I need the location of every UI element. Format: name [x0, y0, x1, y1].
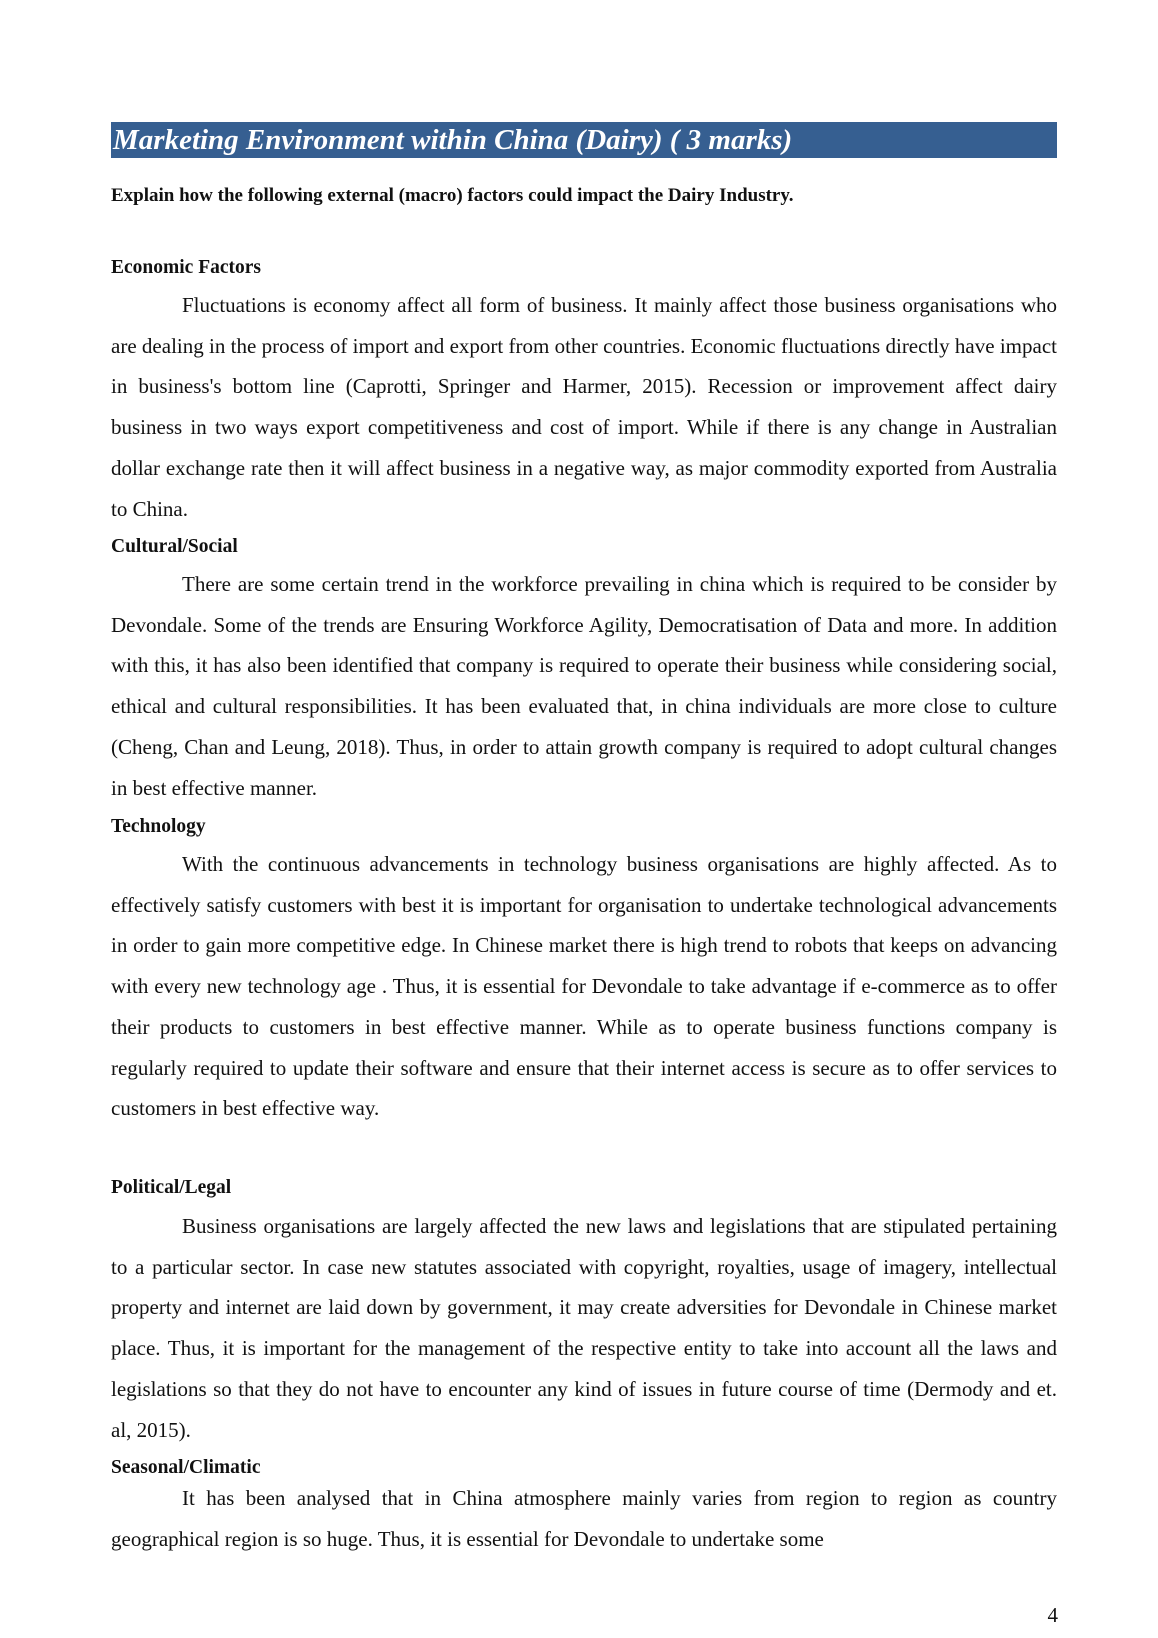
section-body-seasonal: It has been analysed that in China atmosphere mainly varies from region to region as country geographical region is so huge. Thus, it is essential for Devondale to undertake some: [111, 1486, 1057, 1551]
page-title: Marketing Environment within China (Dairy) ( 3 marks): [113, 124, 793, 156]
section-heading-economic: Economic Factors: [111, 257, 262, 278]
section-heading-political: Political/Legal: [111, 1177, 232, 1198]
section-body-technology: With the continuous advancements in technology business organisations are highly affected. As to effectively satisfy customers with best it is important for organisation to undertake technological advancements in order to gain more competitive edge. In Chinese market there is high trend to robots that keeps on advancing with every new technology age . Thus, it is essential for Devondale to take advantage if e-commerce as to offer their products to customers in best effective manner. While as to operate business functions company is regularly required to update their software and ensure that their internet access is secure as to offer services to customers in best effective way.: [111, 852, 1057, 1121]
section-body-political: Business organisations are largely affected the new laws and legislations that are stipulated pertaining to a particular sector. In case new statutes associated with copyright, royalties, usage of imagery, intellectual property and internet are laid down by government, it may create adversities for Devondale in Chinese market place. Thus, it is important for the management of the respective entity to take into account all the laws and legislations so that they do not have to encounter any kind of issues in future course of time (Dermody and et. al, 2015).: [111, 1214, 1057, 1442]
page-number: 4: [1047, 1603, 1058, 1627]
section-body-cultural: There are some certain trend in the workforce prevailing in china which is required to be consider by Devondale. Some of the trends are Ensuring Workforce Agility, Democratisation of Data and more. In addition with this, it has also been identified that company is required to operate their business while considering social, ethical and cultural responsibilities. It has been evaluated that, in china individuals are more close to culture (Cheng, Chan and Leung, 2018). Thus, in order to attain growth company is required to adopt cultural changes in best effective manner.: [111, 572, 1057, 800]
section-heading-technology: Technology: [111, 816, 206, 837]
title-banner: [111, 122, 1057, 158]
section-body-economic: Fluctuations is economy affect all form of business. It mainly affect those business organisations who are dealing in the process of import and export from other countries. Economic fluctuations directly have impact in business's bottom line (Caprotti, Springer and Harmer, 2015). Recession or improvement affect dairy business in two ways export competitiveness and cost of import. While if there is any change in Australian dollar exchange rate then it will affect business in a negative way, as major commodity exported from Australia to China.: [111, 293, 1057, 521]
section-heading-seasonal: Seasonal/Climatic: [111, 1457, 261, 1478]
section-heading-cultural: Cultural/Social: [111, 536, 238, 557]
instruction-text: Explain how the following external (macro) factors could impact the Dairy Industry.: [111, 185, 794, 206]
